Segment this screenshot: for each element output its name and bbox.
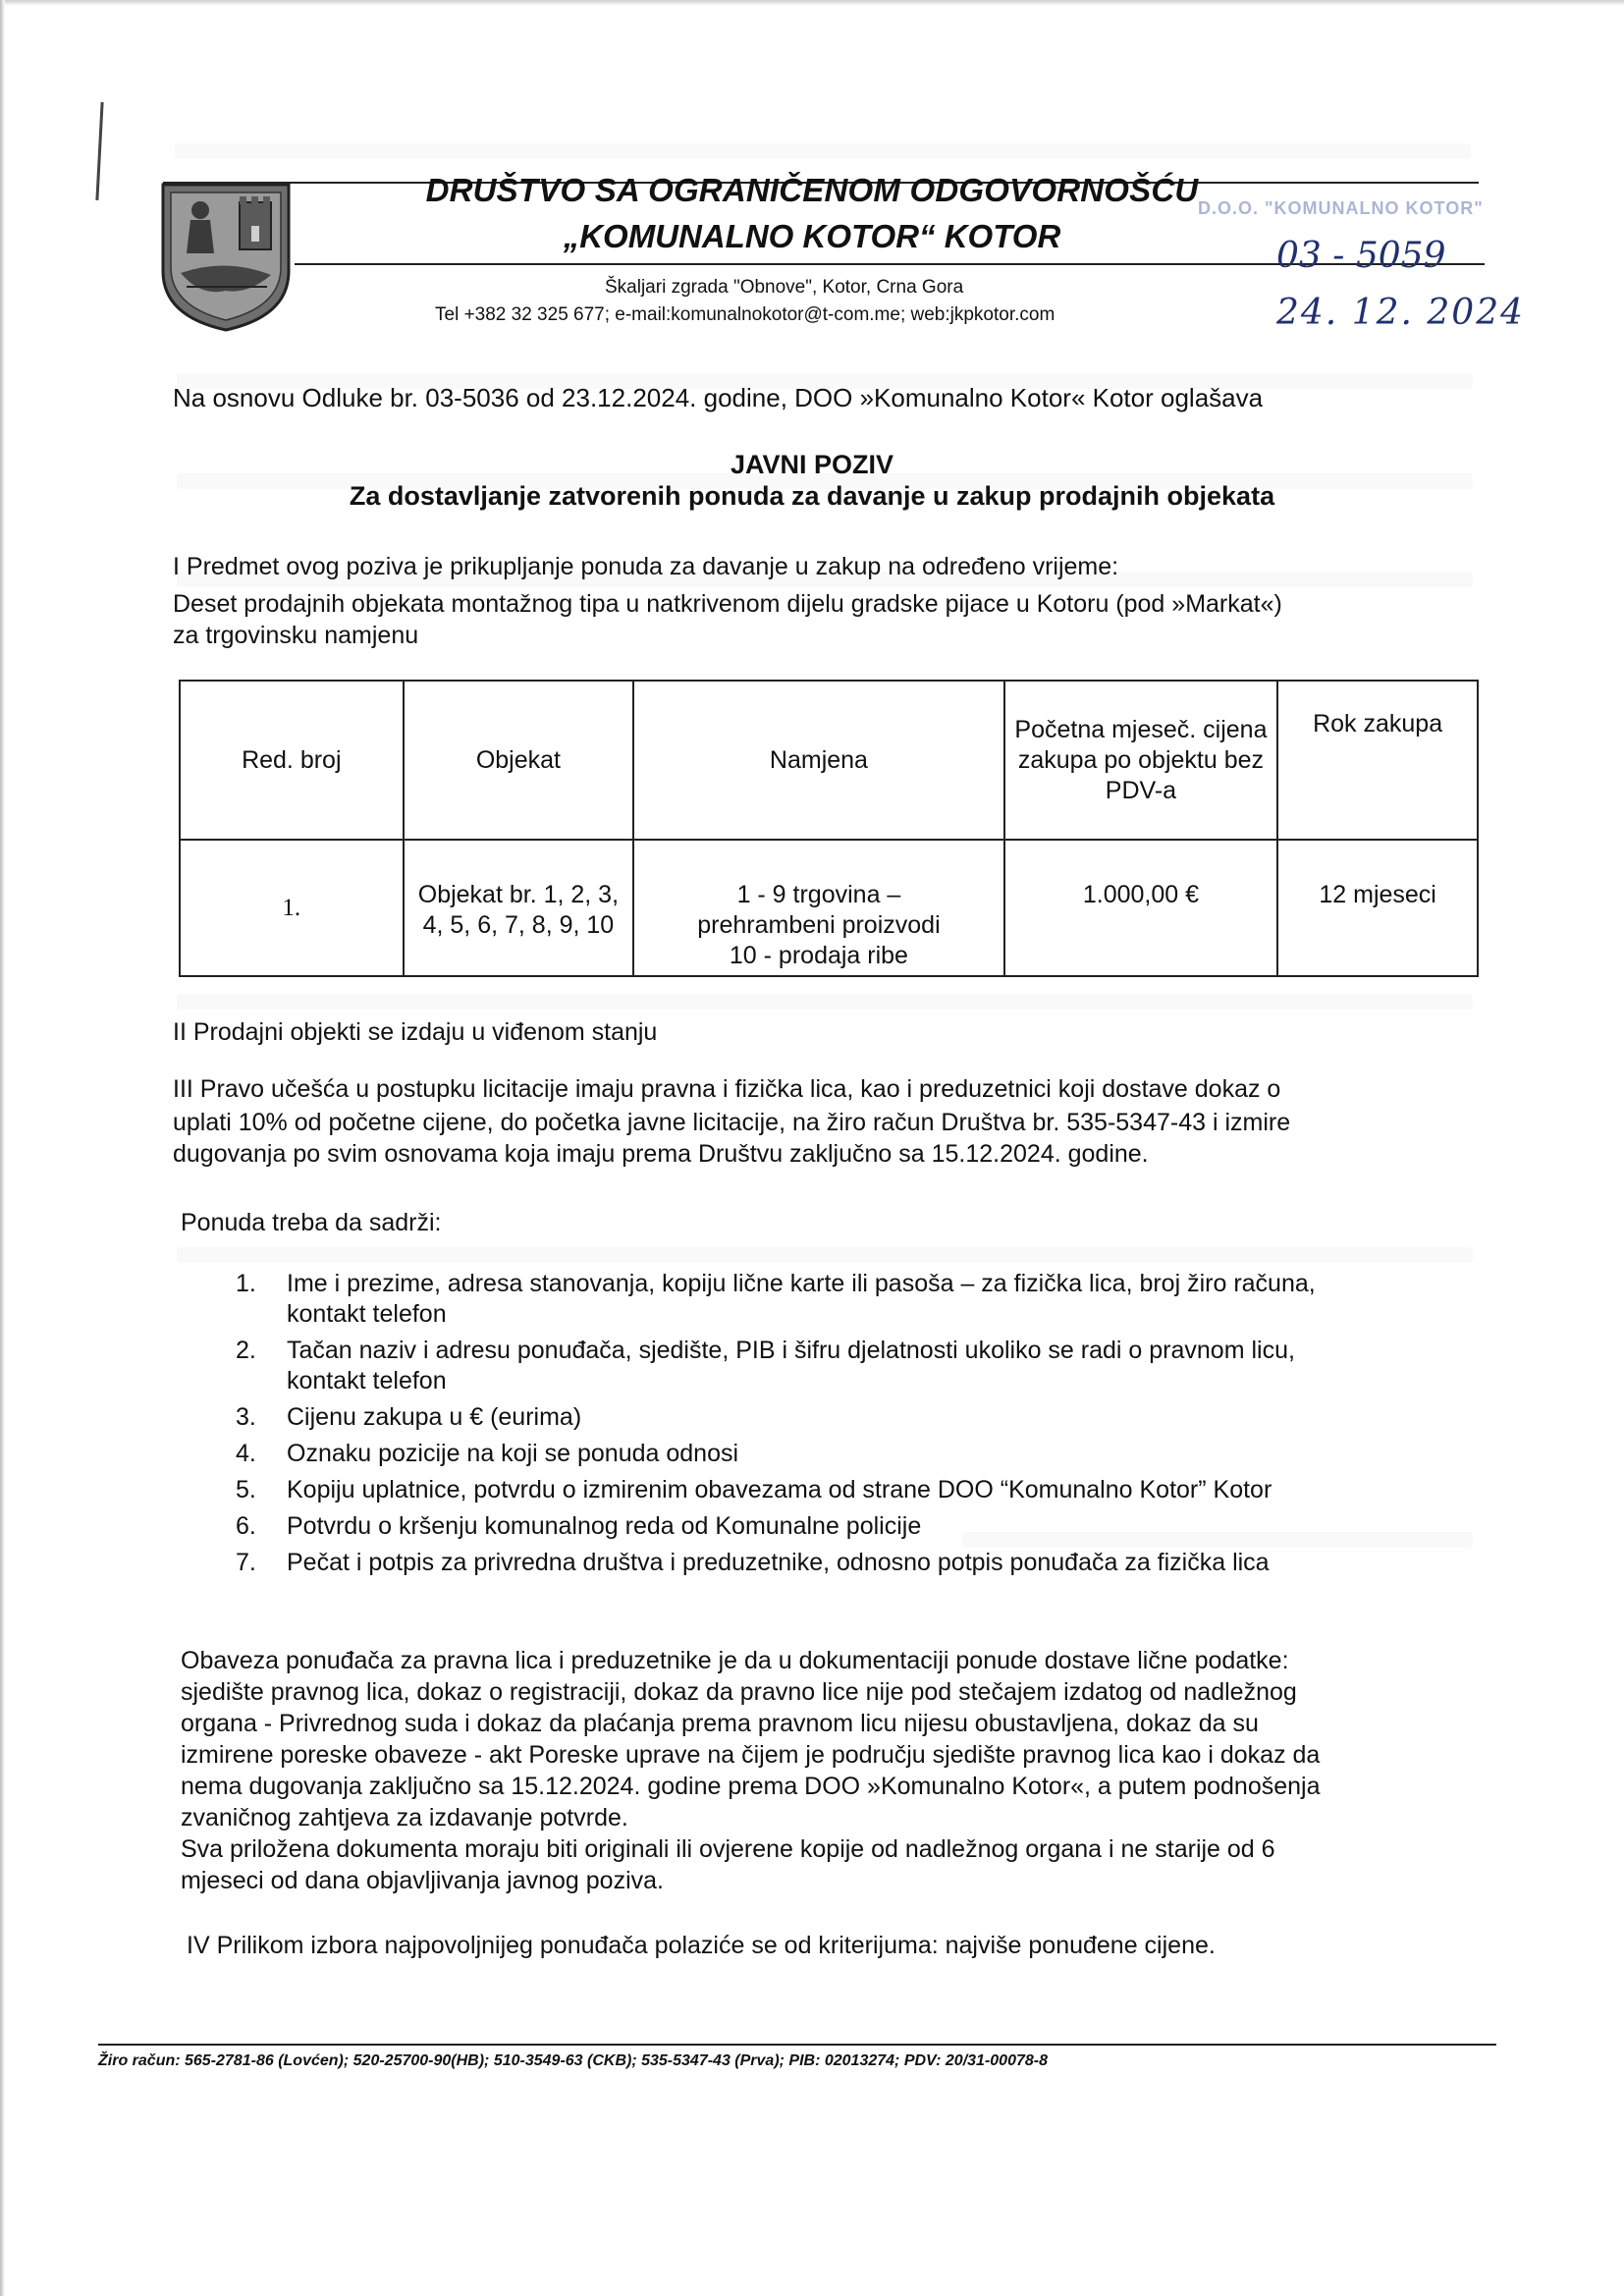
list-item bbox=[236, 1269, 1512, 1330]
list-item bbox=[236, 1439, 1512, 1469]
handwritten-registry-date: 24. 12. 2024 bbox=[1276, 293, 1526, 333]
section1-line2: Deset prodajnih objekata montažnog tipa u natkrivenom dijelu gradske pijace u Kotoru (pod »Markat«) bbox=[173, 590, 1282, 618]
table-header-row bbox=[180, 681, 1478, 840]
section3-line3: dugovanja po svim osnovama koja imaju prema Društvu zaključno sa 15.12.2024. godine. bbox=[173, 1140, 1149, 1168]
list-item bbox=[236, 1402, 1512, 1433]
organization-name-line1: DRUŠTVO SA OGRANIČENOM ODGOVORNOŠĆU bbox=[425, 172, 1199, 208]
list-item-text: Potvrdu o kršenju komunalnog reda od Komunalne policije bbox=[287, 1512, 922, 1540]
list-item-text: Pečat i potpis za privredna društva i preduzetnike, odnosno potpis ponuđača za fizička lica bbox=[287, 1549, 1270, 1576]
list-item-number: 3. bbox=[236, 1403, 256, 1431]
obligation-line8: mjeseci od dana objavljivanja javnog poziva. bbox=[181, 1867, 664, 1894]
list-item-text: Cijenu zakupa u € (eurima) bbox=[287, 1403, 582, 1431]
header-red-broj: Red. broj bbox=[180, 681, 404, 840]
list-item-number: 1. bbox=[236, 1270, 256, 1297]
list-item-text: Tačan naziv i adresu ponuđača, sjedište, PIB i šifru djelatnosti ukoliko se radi o pravnom licu, bbox=[287, 1337, 1295, 1364]
bleed-through bbox=[177, 994, 1473, 1010]
list-item-number: 6. bbox=[236, 1512, 256, 1540]
header-objekat: Objekat bbox=[404, 681, 634, 840]
cell-red-broj: 1. bbox=[180, 840, 404, 976]
obligation-line7: Sva priložena dokumenta moraju biti originali ili ovjerene kopije od nadležnog organa i ne starije od 6 bbox=[181, 1835, 1275, 1863]
cell-cijena: 1.000,00 € bbox=[1004, 840, 1278, 976]
scan-edge-left bbox=[0, 0, 5, 2296]
section3-line1: III Pravo učešća u postupku licitacije imaju pravna i fizička lica, kao i preduzetnici koji dostave dokaz o bbox=[173, 1075, 1281, 1103]
obligation-line3: organa - Privrednog suda i dokaz da plaćanja prema pravnom licu nijesu obustavljena, dokaz da su bbox=[181, 1710, 1259, 1737]
obligation-line5: nema dugovanja zaključno sa 15.12.2024. godine prema DOO »Komunalno Kotor«, a putem podnošenja bbox=[181, 1773, 1321, 1800]
list-item bbox=[236, 1548, 1512, 1578]
list-item-number: 5. bbox=[236, 1476, 256, 1503]
list-item bbox=[236, 1475, 1512, 1505]
bleed-through bbox=[177, 1247, 1473, 1263]
obligation-line6: zvaničnog zahtjeva za izdavanje potvrde. bbox=[181, 1804, 628, 1831]
bleed-through bbox=[175, 143, 1471, 159]
obligation-line2: sjedište pravnog lica, dokaz o registraciji, dokaz da pravno lice nije pod stečajem izdatog od nadležnog bbox=[181, 1678, 1297, 1706]
obligation-line4: izmirene poreske obaveze - akt Poreske uprave na čijem je području sjedište pravnog lica kao i dokaz da bbox=[181, 1741, 1321, 1769]
list-item-text: Oznaku pozicije na koji se ponuda odnosi bbox=[287, 1440, 739, 1467]
list-item-number: 4. bbox=[236, 1440, 256, 1467]
ponuda-requirements-list bbox=[236, 1269, 1512, 1584]
footer-rule bbox=[98, 2044, 1496, 2046]
list-item-text-cont: kontakt telefon bbox=[287, 1367, 447, 1394]
list-item-number: 7. bbox=[236, 1549, 256, 1576]
organization-address: Škaljari zgrada "Obnove", Kotor, Crna Gora bbox=[605, 277, 964, 298]
cell-namjena bbox=[633, 840, 1003, 976]
section1-line3: za trgovinsku namjenu bbox=[173, 622, 419, 649]
list-item-text: Ime i prezime, adresa stanovanja, kopiju lične karte ili pasoša – za fizička lica, broj žiro računa, bbox=[287, 1270, 1316, 1297]
list-item bbox=[236, 1336, 1512, 1396]
document-title: JAVNI POZIV bbox=[730, 450, 894, 479]
section4-text: IV Prilikom izbora najpovoljnijeg ponuđača polaziće se od kriterijuma: najviše ponuđene cijene. bbox=[187, 1932, 1216, 1959]
header-rok-zakupa: Rok zakupa bbox=[1277, 681, 1478, 840]
list-item-text: Kopiju uplatnice, potvrdu o izmirenim obavezama od strane DOO “Komunalno Kotor” Kotor bbox=[287, 1476, 1272, 1503]
list-item bbox=[236, 1511, 1512, 1542]
scan-edge-top bbox=[0, 0, 1624, 6]
cell-namjena-line3: 10 - prodaja ribe bbox=[729, 942, 908, 969]
obligation-line1: Obaveza ponuđača za pravna lica i preduzetnike je da u dokumentaciji ponude dostave lične podatke: bbox=[181, 1647, 1289, 1674]
list-item-number: 2. bbox=[236, 1337, 256, 1364]
header-pocetna-cijena: Početna mjeseč. cijena zakupa po objektu bez PDV-a bbox=[1004, 681, 1278, 840]
registry-stamp-text: D.O.O. "KOMUNALNO KOTOR" bbox=[1198, 198, 1484, 218]
section3-line2: uplati 10% od početne cijene, do početka javne licitacije, na žiro račun Društva br. 535-5347-43 i izmire bbox=[173, 1109, 1291, 1136]
section1-line1: I Predmet ovog poziva je prikupljanje ponuda za davanje u zakup na određeno vrijeme: bbox=[173, 553, 1119, 580]
section2-text: II Prodajni objekti se izdaju u viđenom stanju bbox=[173, 1018, 658, 1046]
cell-objekat: Objekat br. 1, 2, 3, 4, 5, 6, 7, 8, 9, 10 bbox=[404, 840, 634, 976]
handwritten-registry-number: 03 - 5059 bbox=[1276, 236, 1446, 276]
bank-accounts-footer: Žiro račun: 565-2781-86 (Lovćen); 520-25700-90(HB); 510-3549-63 (CKB); 535-5347-43 (Prva); PIB: 02013274; PDV: 20/31-00078-8 bbox=[98, 2052, 1048, 2069]
ponuda-heading: Ponuda treba da sadrži: bbox=[181, 1209, 442, 1236]
document-subtitle: Za dostavljanje zatvorenih ponuda za davanje u zakup prodajnih objekata bbox=[349, 481, 1275, 511]
organization-contact: Tel +382 32 325 677; e-mail:komunalnokotor@t-com.me; web:jkpkotor.com bbox=[435, 304, 1056, 325]
table-row bbox=[180, 840, 1478, 976]
list-item-text-cont: kontakt telefon bbox=[287, 1300, 447, 1328]
cell-namjena-line1: 1 - 9 trgovina – bbox=[736, 881, 901, 908]
lease-table bbox=[179, 680, 1479, 974]
organization-name-line2: „KOMUNALNO KOTOR“ KOTOR bbox=[563, 218, 1061, 254]
header-namjena: Namjena bbox=[633, 681, 1003, 840]
intro-text: Na osnovu Odluke br. 03-5036 od 23.12.2024. godine, DOO »Komunalno Kotor« Kotor oglašava bbox=[173, 383, 1264, 412]
cell-namjena-line2: prehrambeni proizvodi bbox=[697, 911, 941, 939]
cell-rok: 12 mjeseci bbox=[1277, 840, 1478, 976]
